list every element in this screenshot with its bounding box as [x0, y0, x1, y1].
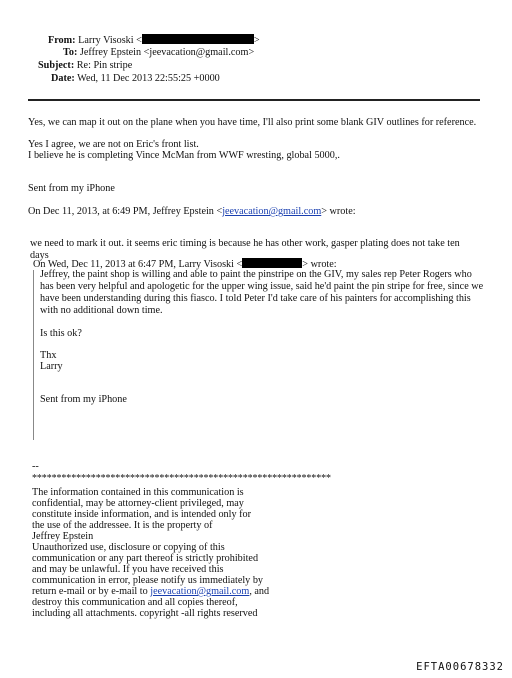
reply-paragraph-2b: I believe he is completing Vince McMan from WWF wresting, global 5000,.	[28, 150, 340, 161]
from-tail: >	[253, 35, 260, 46]
date-line	[51, 73, 220, 85]
redaction-box	[242, 258, 302, 268]
disclaimer-line-8: and may be unlawful. If you have received this	[32, 564, 224, 575]
question-line: Is this ok?	[40, 328, 82, 339]
quoted-message-2-line-4: with no additional down time.	[40, 305, 163, 316]
quote-bar	[33, 270, 34, 440]
subject-line	[38, 60, 132, 72]
quoted-message-1b: days	[30, 250, 49, 261]
email-link[interactable]: jeevacation@gmail.com	[150, 586, 250, 597]
disclaimer-line-6: Unauthorized use, disclosure or copying of this	[32, 542, 225, 553]
bates-number: EFTA00678332	[416, 661, 504, 673]
sign-off-thx: Thx	[40, 350, 57, 361]
disclaimer-line-12: including all attachments. copyright -all rights reserved	[32, 608, 258, 619]
disclaimer-line-9: communication in error, please notify us immediately by	[32, 575, 264, 586]
quoted-message-1a: we need to mark it out. it seems eric timing is because he has other work, gasper plating does not take ten	[30, 238, 460, 249]
sent-from-iphone-1: Sent from my iPhone	[28, 183, 115, 194]
to-line	[63, 47, 254, 59]
disclaimer-line-5: Jeffrey Epstein	[32, 531, 94, 542]
to-value: Jeffrey Epstein <jeevacation@gmail.com>	[79, 47, 255, 58]
sign-off-name: Larry	[40, 361, 63, 372]
disclaimer-line-10: return e-mail or by e-mail to jeevacation@gmail.com, and	[32, 586, 270, 597]
from-line	[48, 34, 260, 47]
quoted-message-2-line-2: has been very helpful and apologetic for the upper wing issue, said he'd paint the pin stripe for free, since we	[40, 281, 484, 292]
disclaimer-line-4: the use of the addressee. It is the property of	[32, 520, 213, 531]
disclaimer-line-3: constitute inside information, and is intended only for	[32, 509, 251, 520]
quoted-message-2-line-3: have been understanding during this fiasco. I told Peter I'd take care of his painters for accomplishing this	[40, 293, 471, 304]
subject-value: Re: Pin stripe	[76, 60, 133, 71]
disclaimer-line-2: confidential, may be attorney-client privileged, may	[32, 498, 244, 509]
reply-paragraph-2a: Yes I agree, we are not on Eric's front list.	[28, 139, 199, 150]
from-name: Larry Visoski <	[78, 35, 142, 46]
header-divider	[28, 99, 480, 101]
quote-intro-1: On Dec 11, 2013, at 6:49 PM, Jeffrey Epstein <jeevacation@gmail.com> wrote:	[28, 206, 356, 217]
from-label: From:	[48, 35, 76, 46]
stars-divider: *************************************************************	[32, 473, 331, 484]
redaction-box	[142, 34, 254, 44]
quoted-message-2-line-1: Jeffrey, the paint shop is willing and able to paint the pinstripe on the GIV, my sales rep Peter Rogers who	[40, 269, 472, 280]
sent-from-iphone-2: Sent from my iPhone	[40, 394, 127, 405]
date-label: Date:	[51, 73, 75, 84]
disclaimer-line-11: destroy this communication and all copies thereof,	[32, 597, 238, 608]
disclaimer-line-1: The information contained in this communication is	[32, 487, 244, 498]
to-label: To:	[63, 47, 78, 58]
reply-paragraph-1: Yes, we can map it out on the plane when you have time, I'll also print some blank GIV outlines for reference.	[28, 117, 477, 128]
date-value: Wed, 11 Dec 2013 22:55:25 +0000	[77, 73, 220, 84]
email-link[interactable]: jeevacation@gmail.com	[222, 206, 322, 217]
quote-intro-2: On Wed, Dec 11, 2013 at 6:47 PM, Larry Visoski < > wrote:	[33, 259, 337, 270]
subject-label: Subject:	[38, 60, 75, 71]
disclaimer-line-7: communication or any part thereof is strictly prohibited	[32, 553, 259, 564]
signature-separator: --	[32, 461, 39, 472]
